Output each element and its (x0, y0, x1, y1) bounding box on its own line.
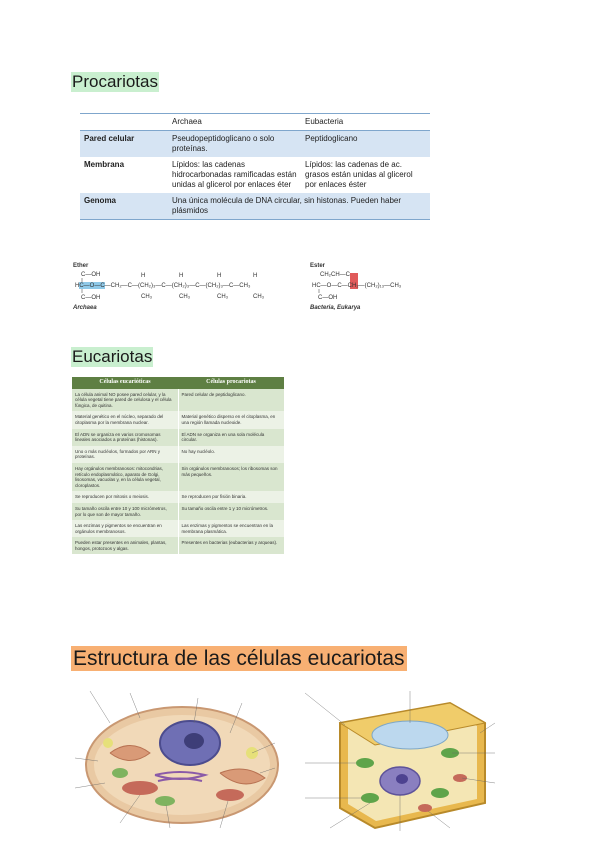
table-header-cell (80, 114, 168, 131)
archaea-cell: Lípidos: las cadenas hidrocarbonadas ramificadas están unidas al glicerol por enlaces éter (172, 160, 297, 189)
svg-text:H: H (179, 273, 184, 279)
archaea-cell: Pseudopeptidoglicano o solo proteínas. (168, 131, 301, 158)
table-cell: Pueden estar presentes en animales, plantas, hongos, protozoos y algas. (72, 537, 178, 554)
archaea-eubacteria-table (80, 113, 430, 220)
table-header-cell: Células procariotas (178, 377, 284, 389)
eubacteria-cell: Lípidos: las cadenas de ac. grasos están unidas al glicerol por enlaces éster (305, 160, 413, 189)
table-cell: Pared celular de peptidoglicano. (178, 389, 284, 412)
row-label: Genoma (80, 193, 168, 220)
ether-structure-diagram (73, 269, 283, 305)
table-cell: Las enzimas y pigmentos se encuentran en orgánulos membranosos. (72, 520, 178, 537)
svg-text:CH₃: CH₃ (217, 294, 229, 300)
table-row (72, 446, 284, 463)
table-cell: Presentes en bacterias (eubacterias y arqueas). (178, 537, 284, 554)
svg-text:C—OH: C—OH (81, 272, 101, 278)
genoma-cell: Una única molécula de DNA circular, sin histonas. Pueden haber plásmidos (168, 193, 430, 220)
svg-text:H: H (217, 273, 222, 279)
table-row (72, 389, 284, 412)
svg-text:H: H (253, 273, 258, 279)
ether-caption: Archaea (73, 305, 97, 311)
table-cell: El ADN se organiza en varios cromosomas lineales asociados a proteínas (histonas). (72, 429, 178, 446)
table-row (72, 491, 284, 503)
ether-title: Ether (73, 263, 89, 269)
ester-formula (310, 263, 440, 311)
ether-formula (73, 263, 283, 311)
table-row (80, 157, 430, 193)
procariotas-heading: Procariotas (72, 72, 158, 91)
table-row (72, 503, 284, 520)
table-row (72, 537, 284, 554)
table-cell: Se reproducen por mitosis o meiosis. (72, 491, 178, 503)
table-row (72, 520, 284, 537)
animal-cell-illustration (70, 683, 290, 833)
table-row (80, 193, 430, 220)
table-cell: Su tamaño oscila entre 10 y 100 micrómetros, por lo que son de mayor tamaño. (72, 503, 178, 520)
table-cell: Material genético disperso en el citoplasma, en una región llamada nucleoide. (178, 411, 284, 428)
eubacteria-cell: Peptidoglicano (301, 131, 430, 158)
svg-text:CH₃: CH₃ (141, 294, 153, 300)
svg-text:C—OH: C—OH (318, 295, 338, 301)
estructura-heading: Estructura de las células eucariotas (73, 647, 405, 670)
ester-title: Ester (310, 263, 326, 269)
svg-text:C—OH: C—OH (81, 295, 101, 301)
table-header-cell: Archaea (168, 114, 301, 131)
table-cell: No hay nucléolo. (178, 446, 284, 463)
ester-structure-diagram (310, 269, 440, 305)
table-row (72, 411, 284, 428)
table-row (72, 463, 284, 491)
eukaryote-prokaryote-table (72, 377, 284, 554)
svg-text:HC—O—C—CH₂—(CH₂)₁₃—CH₃: HC—O—C—CH₂—(CH₂)₁₃—CH₃ (312, 283, 402, 289)
table-cell: Las enzimas y pigmentos se encuentran en la membrana plasmática. (178, 520, 284, 537)
svg-text:H: H (141, 273, 146, 279)
table-header-cell: Eubacteria (301, 114, 430, 131)
eucariotas-heading: Eucariotas (72, 347, 153, 366)
table-row (80, 131, 430, 158)
table-cell: Se reproducen por fisión binaria. (178, 491, 284, 503)
row-label: Pared celular (80, 131, 168, 158)
table-header-cell: Células eucarióticas (72, 377, 178, 389)
table-cell: Material genético en el núcleo, separado del citoplasma por la membrana nuclear. (72, 411, 178, 428)
svg-text:CH₂CH—C: CH₂CH—C (320, 272, 350, 278)
svg-text:CH₃: CH₃ (253, 294, 265, 300)
svg-text:CH₃: CH₃ (179, 294, 191, 300)
table-header-row (72, 377, 284, 389)
table-cell: La célula animal NO posee pared celular, y la célula vegetal tiene pared de celulosa y el célula fúngica, de quitina. (72, 389, 178, 412)
plant-cell-illustration (300, 683, 500, 833)
ester-caption: Bacteria, Eukarya (310, 305, 361, 311)
table-cell: El ADN se organiza en una sola molécula circular. (178, 429, 284, 446)
table-cell: Su tamaño oscila entre 1 y 10 micrómetros. (178, 503, 284, 520)
table-row (72, 429, 284, 446)
row-label: Membrana (84, 160, 125, 169)
table-cell: Uno o más nucléolos, formados por ARN y proteínas. (72, 446, 178, 463)
table-cell: Sin orgánulos membranosos; los ribosomas son más pequeños. (178, 463, 284, 491)
table-cell: Hay orgánulos membranosos: mitocondrias, retículo endoplasmático, aparato de Golgi, lisosomas, vacuolas y, en la célula vegetal, cloroplastos. (72, 463, 178, 491)
table-header-row (80, 114, 430, 131)
svg-text:HC—O—C—CH₂—C—(CH₂)₃—C—(CH₂)₃—C: HC—O—C—CH₂—C—(CH₂)₃—C—(CH₂)₃—C—(CH₂)₃—C—CH₃ (75, 283, 251, 289)
